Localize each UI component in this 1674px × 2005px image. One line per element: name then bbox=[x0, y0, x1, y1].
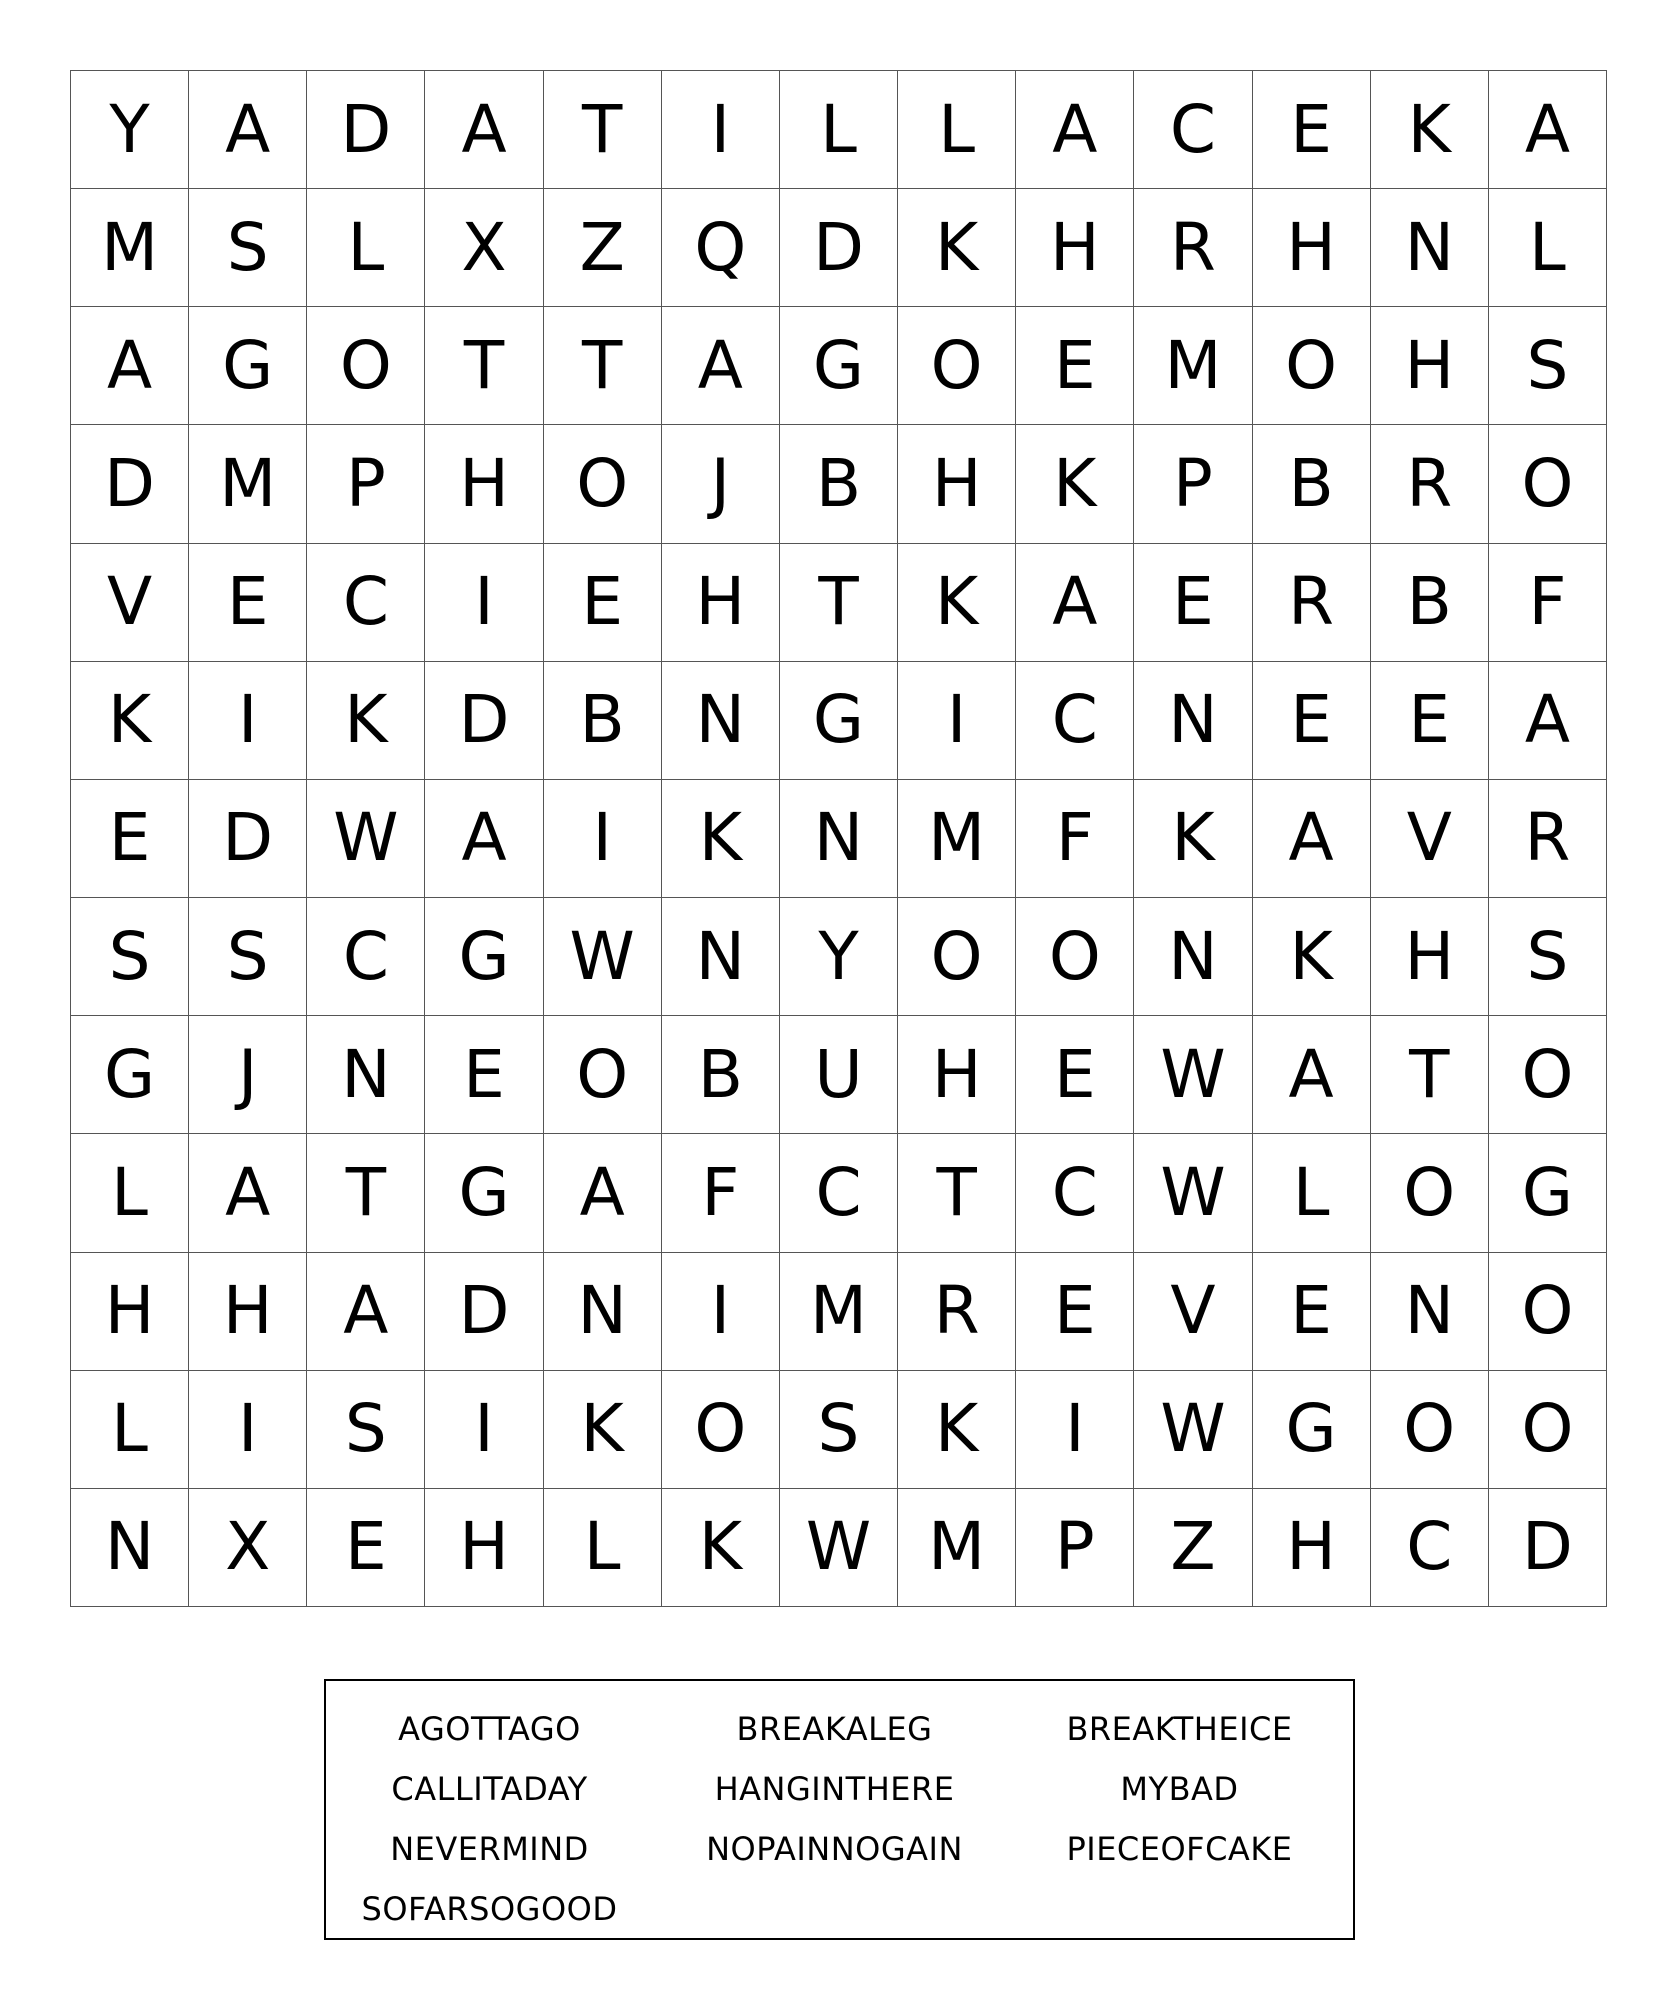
grid-cell[interactable]: L bbox=[71, 1371, 189, 1489]
grid-cell[interactable]: O bbox=[1489, 1253, 1607, 1371]
grid-cell[interactable]: M bbox=[898, 780, 1016, 898]
grid-cell[interactable]: K bbox=[898, 544, 1016, 662]
grid-cell[interactable]: O bbox=[1371, 1371, 1489, 1489]
grid-cell[interactable]: A bbox=[1016, 544, 1134, 662]
grid-cell[interactable]: V bbox=[1134, 1253, 1252, 1371]
grid-cell[interactable]: N bbox=[307, 1016, 425, 1134]
grid-cell[interactable]: A bbox=[71, 307, 189, 425]
grid-cell[interactable]: E bbox=[1134, 544, 1252, 662]
grid-cell[interactable]: P bbox=[307, 425, 425, 543]
word-list-item: HANGINTHERE bbox=[714, 1770, 955, 1808]
grid-cell[interactable]: S bbox=[189, 189, 307, 307]
grid-cell[interactable]: H bbox=[1253, 189, 1371, 307]
grid-cell[interactable]: A bbox=[1016, 71, 1134, 189]
grid-cell[interactable]: D bbox=[780, 189, 898, 307]
grid-cell[interactable]: Y bbox=[71, 71, 189, 189]
grid-cell[interactable]: I bbox=[189, 662, 307, 780]
grid-cell[interactable]: E bbox=[1253, 662, 1371, 780]
grid-cell[interactable]: R bbox=[898, 1253, 1016, 1371]
word-list bbox=[317, 1699, 1353, 1939]
grid-cell[interactable]: E bbox=[1016, 1253, 1134, 1371]
grid-cell[interactable]: B bbox=[662, 1016, 780, 1134]
grid-cell[interactable]: V bbox=[1371, 780, 1489, 898]
grid-cell[interactable]: S bbox=[1489, 898, 1607, 1016]
grid-cell[interactable]: E bbox=[1016, 1016, 1134, 1134]
grid-cell[interactable]: K bbox=[662, 780, 780, 898]
grid-cell[interactable]: O bbox=[544, 1016, 662, 1134]
grid-cell[interactable]: O bbox=[898, 898, 1016, 1016]
grid-cell[interactable]: K bbox=[1371, 71, 1489, 189]
grid-cell[interactable]: A bbox=[1253, 1016, 1371, 1134]
grid-cell[interactable]: N bbox=[1134, 898, 1252, 1016]
grid-cell[interactable]: I bbox=[189, 1371, 307, 1489]
grid-cell[interactable]: E bbox=[71, 780, 189, 898]
grid-cell[interactable]: K bbox=[898, 1371, 1016, 1489]
grid-cell[interactable]: C bbox=[1134, 71, 1252, 189]
grid-cell[interactable]: Z bbox=[544, 189, 662, 307]
grid-cell[interactable]: C bbox=[1016, 1134, 1134, 1252]
grid-cell[interactable]: S bbox=[189, 898, 307, 1016]
grid-cell[interactable]: R bbox=[1489, 780, 1607, 898]
grid-cell[interactable]: O bbox=[544, 425, 662, 543]
grid-cell[interactable]: Z bbox=[1134, 1489, 1252, 1607]
grid-cell[interactable]: A bbox=[1489, 662, 1607, 780]
word-list-item: AGOTTAGO bbox=[398, 1710, 581, 1748]
grid-cell[interactable]: H bbox=[898, 425, 1016, 543]
grid-cell[interactable]: H bbox=[1253, 1489, 1371, 1607]
grid-cell[interactable]: X bbox=[425, 189, 543, 307]
grid-cell[interactable]: H bbox=[1371, 307, 1489, 425]
grid-cell[interactable]: M bbox=[1134, 307, 1252, 425]
grid-cell[interactable]: A bbox=[307, 1253, 425, 1371]
grid-cell[interactable]: J bbox=[189, 1016, 307, 1134]
grid-cell[interactable]: Q bbox=[662, 189, 780, 307]
grid-cell[interactable]: T bbox=[1371, 1016, 1489, 1134]
grid-cell[interactable]: A bbox=[189, 1134, 307, 1252]
grid-cell[interactable]: I bbox=[662, 1253, 780, 1371]
grid-cell[interactable]: M bbox=[71, 189, 189, 307]
grid-cell[interactable]: E bbox=[189, 544, 307, 662]
grid-cell[interactable]: S bbox=[780, 1371, 898, 1489]
grid-cell[interactable]: F bbox=[1016, 780, 1134, 898]
grid-cell[interactable]: B bbox=[1371, 544, 1489, 662]
word-list-item: PIECEOFCAKE bbox=[1066, 1830, 1293, 1868]
grid-cell[interactable]: W bbox=[1134, 1016, 1252, 1134]
grid-cell[interactable]: O bbox=[662, 1371, 780, 1489]
grid-cell[interactable]: U bbox=[780, 1016, 898, 1134]
grid-cell[interactable]: A bbox=[425, 71, 543, 189]
grid-cell[interactable]: M bbox=[780, 1253, 898, 1371]
grid-cell[interactable]: G bbox=[780, 662, 898, 780]
grid-cell[interactable]: I bbox=[425, 544, 543, 662]
letter-grid bbox=[70, 70, 1607, 1607]
grid-cell[interactable]: O bbox=[1016, 898, 1134, 1016]
grid-cell[interactable]: T bbox=[898, 1134, 1016, 1252]
grid-cell[interactable]: K bbox=[1253, 898, 1371, 1016]
grid-cell[interactable]: C bbox=[1371, 1489, 1489, 1607]
grid-cell[interactable]: Y bbox=[780, 898, 898, 1016]
grid-cell[interactable]: E bbox=[425, 1016, 543, 1134]
grid-cell[interactable]: N bbox=[544, 1253, 662, 1371]
grid-cell[interactable]: H bbox=[1016, 189, 1134, 307]
grid-cell[interactable]: E bbox=[1371, 662, 1489, 780]
word-list-item: NOPAINNOGAIN bbox=[706, 1830, 963, 1868]
grid-cell[interactable]: N bbox=[662, 662, 780, 780]
grid-cell[interactable]: D bbox=[71, 425, 189, 543]
grid-cell[interactable]: B bbox=[1253, 425, 1371, 543]
grid-cell[interactable]: T bbox=[544, 71, 662, 189]
grid-cell[interactable]: A bbox=[662, 307, 780, 425]
grid-cell[interactable]: I bbox=[544, 780, 662, 898]
grid-cell[interactable]: O bbox=[898, 307, 1016, 425]
grid-cell[interactable]: K bbox=[544, 1371, 662, 1489]
grid-cell[interactable]: S bbox=[307, 1371, 425, 1489]
grid-cell[interactable]: N bbox=[780, 780, 898, 898]
grid-cell[interactable]: I bbox=[1016, 1371, 1134, 1489]
grid-cell[interactable]: T bbox=[544, 307, 662, 425]
grid-cell[interactable]: R bbox=[1371, 425, 1489, 543]
grid-cell[interactable]: T bbox=[307, 1134, 425, 1252]
word-list-item: NEVERMIND bbox=[390, 1830, 589, 1868]
grid-cell[interactable]: S bbox=[1489, 307, 1607, 425]
grid-cell[interactable]: T bbox=[425, 307, 543, 425]
grid-cell[interactable]: G bbox=[1489, 1134, 1607, 1252]
grid-cell[interactable]: G bbox=[425, 1134, 543, 1252]
grid-cell[interactable]: A bbox=[1253, 780, 1371, 898]
word-list-item: BREAKTHEICE bbox=[1066, 1710, 1293, 1748]
grid-cell[interactable]: O bbox=[1489, 1371, 1607, 1489]
grid-cell[interactable]: E bbox=[1253, 71, 1371, 189]
grid-cell[interactable]: W bbox=[1134, 1371, 1252, 1489]
grid-cell[interactable]: W bbox=[780, 1489, 898, 1607]
grid-cell[interactable]: E bbox=[1253, 1253, 1371, 1371]
grid-cell[interactable]: D bbox=[189, 780, 307, 898]
grid-cell[interactable]: L bbox=[71, 1134, 189, 1252]
grid-cell[interactable]: H bbox=[425, 1489, 543, 1607]
grid-cell[interactable]: G bbox=[71, 1016, 189, 1134]
grid-cell[interactable]: E bbox=[307, 1489, 425, 1607]
grid-cell[interactable]: I bbox=[662, 71, 780, 189]
grid-cell[interactable]: L bbox=[1489, 189, 1607, 307]
grid-cell[interactable]: M bbox=[189, 425, 307, 543]
grid-cell[interactable]: C bbox=[780, 1134, 898, 1252]
grid-cell[interactable]: J bbox=[662, 425, 780, 543]
word-list-item: MYBAD bbox=[1120, 1770, 1239, 1808]
grid-cell[interactable]: A bbox=[1489, 71, 1607, 189]
grid-cell[interactable]: H bbox=[662, 544, 780, 662]
grid-cell[interactable]: K bbox=[662, 1489, 780, 1607]
word-list-item: BREAKALEG bbox=[736, 1710, 933, 1748]
grid-cell[interactable]: X bbox=[189, 1489, 307, 1607]
grid-cell[interactable]: D bbox=[1489, 1489, 1607, 1607]
grid-cell[interactable]: A bbox=[544, 1134, 662, 1252]
grid-cell[interactable]: T bbox=[780, 544, 898, 662]
word-list-item: CALLITADAY bbox=[391, 1770, 588, 1808]
word-list-box bbox=[324, 1679, 1355, 1940]
grid-cell[interactable]: N bbox=[1371, 1253, 1489, 1371]
grid-cell[interactable]: O bbox=[1253, 307, 1371, 425]
grid-cell[interactable]: N bbox=[1134, 662, 1252, 780]
grid-cell[interactable]: P bbox=[1016, 1489, 1134, 1607]
grid-cell[interactable]: H bbox=[1371, 898, 1489, 1016]
grid-cell[interactable]: O bbox=[1489, 1016, 1607, 1134]
grid-cell[interactable]: I bbox=[425, 1371, 543, 1489]
grid-cell[interactable]: H bbox=[425, 425, 543, 543]
grid-cell[interactable]: D bbox=[425, 1253, 543, 1371]
grid-cell[interactable]: A bbox=[189, 71, 307, 189]
grid-cell[interactable]: L bbox=[544, 1489, 662, 1607]
grid-cell[interactable]: C bbox=[307, 898, 425, 1016]
grid-cell[interactable]: H bbox=[189, 1253, 307, 1371]
grid-cell[interactable]: K bbox=[898, 189, 1016, 307]
grid-cell[interactable]: B bbox=[780, 425, 898, 543]
grid-cell[interactable]: K bbox=[1134, 780, 1252, 898]
grid-cell[interactable]: G bbox=[780, 307, 898, 425]
grid-cell[interactable]: N bbox=[1371, 189, 1489, 307]
grid-cell[interactable]: K bbox=[307, 662, 425, 780]
grid-cell[interactable]: C bbox=[307, 544, 425, 662]
grid-cell[interactable]: L bbox=[307, 189, 425, 307]
grid-cell[interactable]: N bbox=[71, 1489, 189, 1607]
grid-cell[interactable]: W bbox=[544, 898, 662, 1016]
grid-cell[interactable]: F bbox=[1489, 544, 1607, 662]
grid-cell[interactable]: O bbox=[1489, 425, 1607, 543]
grid-cell[interactable]: D bbox=[425, 662, 543, 780]
word-list-item: SOFARSOGOOD bbox=[361, 1890, 618, 1928]
grid-cell[interactable]: V bbox=[71, 544, 189, 662]
grid-cell[interactable]: C bbox=[1016, 662, 1134, 780]
grid-cell[interactable]: K bbox=[1016, 425, 1134, 543]
grid-cell[interactable]: H bbox=[898, 1016, 1016, 1134]
grid-cell[interactable]: E bbox=[544, 544, 662, 662]
grid-cell[interactable]: E bbox=[1016, 307, 1134, 425]
grid-cell[interactable]: M bbox=[898, 1489, 1016, 1607]
grid-cell[interactable]: R bbox=[1134, 189, 1252, 307]
grid-cell[interactable]: W bbox=[307, 780, 425, 898]
grid-cell[interactable]: R bbox=[1253, 544, 1371, 662]
grid-cell[interactable]: L bbox=[1253, 1134, 1371, 1252]
grid-cell[interactable]: G bbox=[425, 898, 543, 1016]
grid-cell[interactable]: L bbox=[898, 71, 1016, 189]
grid-cell[interactable]: B bbox=[544, 662, 662, 780]
grid-cell[interactable]: S bbox=[71, 898, 189, 1016]
grid-cell[interactable]: O bbox=[1371, 1134, 1489, 1252]
grid-cell[interactable]: N bbox=[662, 898, 780, 1016]
grid-cell[interactable]: I bbox=[898, 662, 1016, 780]
grid-cell[interactable]: F bbox=[662, 1134, 780, 1252]
grid-cell[interactable]: K bbox=[71, 662, 189, 780]
grid-cell[interactable]: O bbox=[307, 307, 425, 425]
grid-cell[interactable]: G bbox=[189, 307, 307, 425]
grid-cell[interactable]: P bbox=[1134, 425, 1252, 543]
grid-cell[interactable]: W bbox=[1134, 1134, 1252, 1252]
grid-cell[interactable]: D bbox=[307, 71, 425, 189]
grid-cell[interactable]: G bbox=[1253, 1371, 1371, 1489]
grid-cell[interactable]: H bbox=[71, 1253, 189, 1371]
grid-cell[interactable]: L bbox=[780, 71, 898, 189]
grid-cell[interactable]: A bbox=[425, 780, 543, 898]
